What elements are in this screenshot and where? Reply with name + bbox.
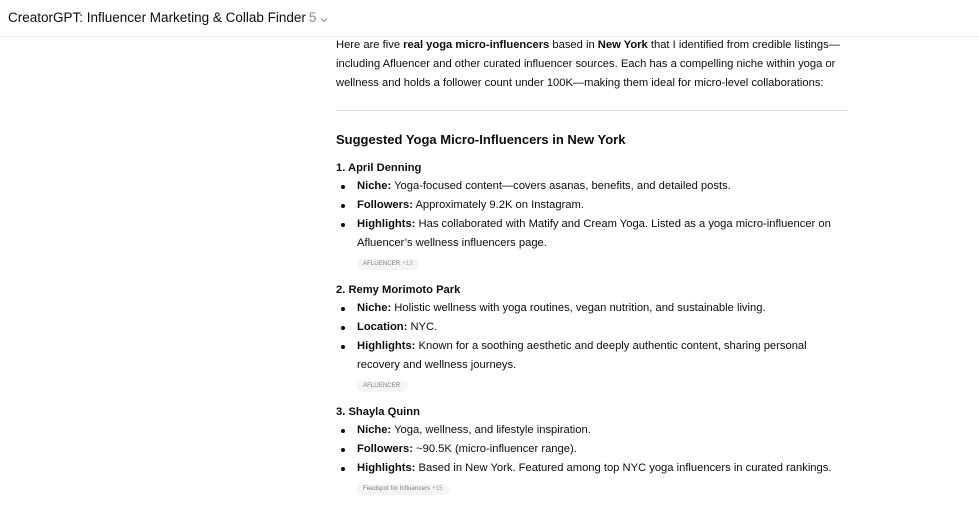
detail-label: Followers: xyxy=(357,443,413,455)
list-item xyxy=(336,337,848,375)
influencer-item xyxy=(336,159,848,281)
source-name: Feedspot for Influencers xyxy=(363,486,431,492)
detail-text: Approximately 9.2K on Instagram. xyxy=(412,199,584,211)
detail-label: Followers: xyxy=(357,199,413,211)
intro-bold-2: New York xyxy=(597,39,648,51)
list-item xyxy=(336,177,848,196)
list-item xyxy=(336,440,848,459)
source-citation-chip[interactable] xyxy=(357,484,449,495)
model-selector[interactable] xyxy=(8,10,329,25)
assistant-message xyxy=(336,36,848,506)
detail-text: Based in New York. Featured among top NYC yoga influencers in curated rankings. xyxy=(415,462,832,474)
detail-label: Highlights: xyxy=(357,462,416,474)
influencer-details xyxy=(336,299,848,375)
source-citation-chip[interactable] xyxy=(357,381,408,392)
detail-text: ~90.5K (micro-influencer range). xyxy=(412,443,577,455)
divider xyxy=(336,110,848,111)
influencer-title: 3. Shayla Quinn xyxy=(336,406,420,418)
intro-paragraph xyxy=(336,36,848,93)
detail-label: Highlights: xyxy=(357,340,416,352)
source-name: AFLUENCER xyxy=(363,261,401,267)
intro-text-2: based in xyxy=(549,39,598,51)
detail-text: Known for a soothing aesthetic and deeply authentic content, sharing personal recovery and wellness journeys. xyxy=(357,340,807,371)
detail-text: Yoga, wellness, and lifestyle inspiration. xyxy=(391,424,591,436)
chevron-down-icon xyxy=(319,13,329,23)
detail-text: Has collaborated with Matify and Cream Yoga. Listed as a yoga micro-influencer on Afluencer’s wellness influencers page. xyxy=(357,218,831,249)
list-item xyxy=(336,318,848,337)
app-title: CreatorGPT: Influencer Marketing & Collab Finder xyxy=(8,10,306,25)
influencer-details xyxy=(336,177,848,253)
detail-text: Yoga-focused content—covers asanas, benefits, and detailed posts. xyxy=(391,180,731,192)
influencer-title: 2. Remy Morimoto Park xyxy=(336,284,461,296)
source-name: AFLUENCER xyxy=(363,383,401,389)
intro-text-1: Here are five xyxy=(336,39,404,51)
influencer-title: 1. April Denning xyxy=(336,162,422,174)
influencer-details xyxy=(336,421,848,478)
list-item xyxy=(336,196,848,215)
detail-label: Niche: xyxy=(357,424,392,436)
detail-label: Highlights: xyxy=(357,218,416,230)
intro-text-3: that I identified from credible listings—including Afluencer and other curated influencer sources. Each has a compelling niche within yoga or wellness and holds a follower count under 100K—making them ideal for micro-level collaborations: xyxy=(336,39,840,89)
source-more-count: +15 xyxy=(432,486,443,492)
influencer-item xyxy=(336,281,848,403)
list-item xyxy=(336,459,848,478)
detail-label: Location: xyxy=(357,321,408,333)
list-item xyxy=(336,421,848,440)
app-version: 5 xyxy=(308,10,317,25)
source-citation-chip[interactable] xyxy=(357,259,419,270)
detail-text: Holistic wellness with yoga routines, vegan nutrition, and sustainable living. xyxy=(391,302,766,314)
top-bar xyxy=(0,0,979,37)
intro-bold-1: real yoga micro-influencers xyxy=(403,39,550,51)
source-more-count: +13 xyxy=(402,261,413,267)
detail-text: NYC. xyxy=(407,321,438,333)
influencer-item xyxy=(336,403,848,506)
detail-label: Niche: xyxy=(357,302,392,314)
list-item xyxy=(336,215,848,253)
detail-label: Niche: xyxy=(357,180,392,192)
list-item xyxy=(336,299,848,318)
section-title: Suggested Yoga Micro-Influencers in New York xyxy=(336,132,626,147)
